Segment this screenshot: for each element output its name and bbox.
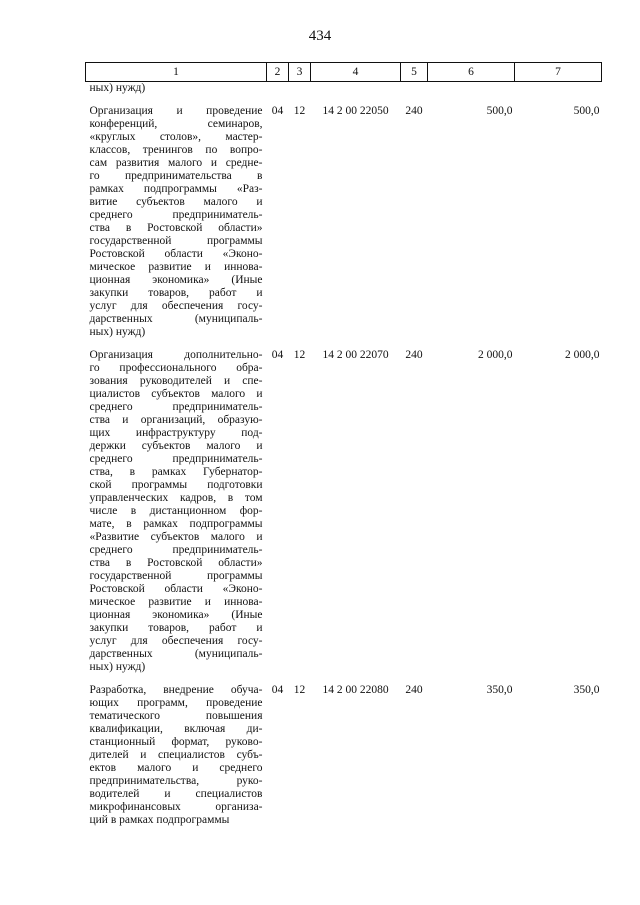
description-line: закупки товаров, работ и: [89, 287, 263, 299]
description-line: среднего предприниматель-: [89, 453, 263, 465]
description-line: управленческих кадров, в том: [89, 492, 263, 504]
description-line: мическое развитие и иннова-: [89, 261, 263, 273]
description-line: микрофинансовых организа-: [89, 801, 263, 813]
description-line: ционная экономика» (Иные: [89, 609, 263, 621]
column-header-2: 2: [267, 63, 289, 82]
description-line: циалистов субъектов малого и: [89, 388, 263, 400]
description-line: дарственных (муниципаль-: [89, 313, 263, 325]
cell-amount-2: 500,0: [573, 105, 600, 117]
cell-subsection: 12: [293, 349, 306, 361]
description-line: классов, тренингов по вопро-: [89, 144, 263, 156]
description-line: ства в Ростовской области»: [89, 557, 263, 569]
cell-target-code: 14 2 00 22050: [322, 105, 389, 117]
description-line: мическое развитие и иннова-: [89, 596, 263, 608]
description-line: ства в Ростовской области»: [89, 222, 263, 234]
cell-section: 04: [271, 349, 284, 361]
description-line: Организация дополнительно-: [89, 349, 263, 361]
description-line: государственной программы: [89, 235, 263, 247]
cell-expense-type: 240: [405, 105, 423, 117]
row-description: [86, 684, 267, 827]
cell-amount-1: 2 000,0: [478, 349, 513, 361]
description-line: дарственных (муниципаль-: [89, 648, 263, 660]
table-row: [86, 349, 602, 674]
cell-target-code: 14 2 00 22070: [322, 349, 389, 361]
table-row: [86, 105, 602, 339]
description-line: ектов малого и среднего: [89, 762, 263, 774]
description-line: услуг для обеспечения госу-: [89, 300, 263, 312]
description-line: тематического повышения: [89, 710, 263, 722]
cell-amount-1: 500,0: [486, 105, 513, 117]
description-line: рамках подпрограммы «Раз-: [89, 183, 263, 195]
description-line: ской программы подготовки: [89, 479, 263, 491]
description-line: ций в рамках подпрограммы: [89, 814, 230, 826]
description-line: дителей и специалистов субъ-: [89, 749, 263, 761]
row-description: [86, 105, 267, 339]
column-header-4: 4: [311, 63, 401, 82]
column-header-7: 7: [515, 63, 602, 82]
description-line: го профессионального обра-: [89, 362, 263, 374]
continuation-text: ных) нужд): [89, 82, 146, 94]
description-line: Организация и проведение: [89, 105, 263, 117]
continuation-row: [86, 82, 602, 96]
description-line: Разработка, внедрение обуча-: [89, 684, 263, 696]
cell-subsection: 12: [293, 684, 306, 696]
description-line: ства, в рамках Губернатор-: [89, 466, 263, 478]
page-number: 434: [308, 28, 332, 44]
row-description: [86, 349, 267, 674]
description-line: зования руководителей и спе-: [89, 375, 263, 387]
cell-target-code: 14 2 00 22080: [322, 684, 389, 696]
description-line: среднего предприниматель-: [89, 544, 263, 556]
description-line: водителей и специалистов: [89, 788, 263, 800]
cell-amount-2: 2 000,0: [565, 349, 600, 361]
description-line: ющих программ, проведение: [89, 697, 263, 709]
description-line: ционная экономика» (Иные: [89, 274, 263, 286]
description-line: квалификации, включая ди-: [89, 723, 263, 735]
cell-subsection: 12: [293, 105, 306, 117]
header-row: [86, 63, 602, 82]
column-header-5: 5: [401, 63, 428, 82]
cell-expense-type: 240: [405, 349, 423, 361]
cell-section: 04: [271, 105, 284, 117]
column-header-3: 3: [289, 63, 311, 82]
description-line: государственной программы: [89, 570, 263, 582]
description-line: ных) нужд): [89, 661, 146, 673]
description-line: станционный формат, руково-: [89, 736, 263, 748]
description-line: Ростовской области «Эконо-: [89, 248, 263, 260]
table-row: [86, 684, 602, 827]
description-line: среднего предприниматель-: [89, 209, 263, 221]
description-line: предпринимательства, руко-: [89, 775, 263, 787]
cell-amount-2: 350,0: [573, 684, 600, 696]
description-line: мате, в рамках подпрограммы: [89, 518, 263, 530]
description-line: го предпринимательства в: [89, 170, 263, 182]
description-line: Ростовской области «Эконо-: [89, 583, 263, 595]
description-line: щих инфраструктуру под-: [89, 427, 263, 439]
column-header-1: 1: [86, 63, 267, 82]
description-line: «круглых столов», мастер-: [89, 131, 263, 143]
cell-amount-1: 350,0: [486, 684, 513, 696]
description-line: закупки товаров, работ и: [89, 622, 263, 634]
cell-expense-type: 240: [405, 684, 423, 696]
budget-table: [85, 62, 602, 827]
description-line: ных) нужд): [89, 326, 146, 338]
description-line: числе в дистанционном фор-: [89, 505, 263, 517]
description-line: «Развитие субъектов малого и: [89, 531, 263, 543]
description-line: услуг для обеспечения госу-: [89, 635, 263, 647]
description-line: ства и организаций, образую-: [89, 414, 263, 426]
cell-section: 04: [271, 684, 284, 696]
description-line: конференций, семинаров,: [89, 118, 263, 130]
column-header-6: 6: [428, 63, 515, 82]
description-line: среднего предприниматель-: [89, 401, 263, 413]
description-line: витие субъектов малого и: [89, 196, 263, 208]
description-line: держки субъектов малого и: [89, 440, 263, 452]
description-line: сам развития малого и средне-: [89, 157, 263, 169]
